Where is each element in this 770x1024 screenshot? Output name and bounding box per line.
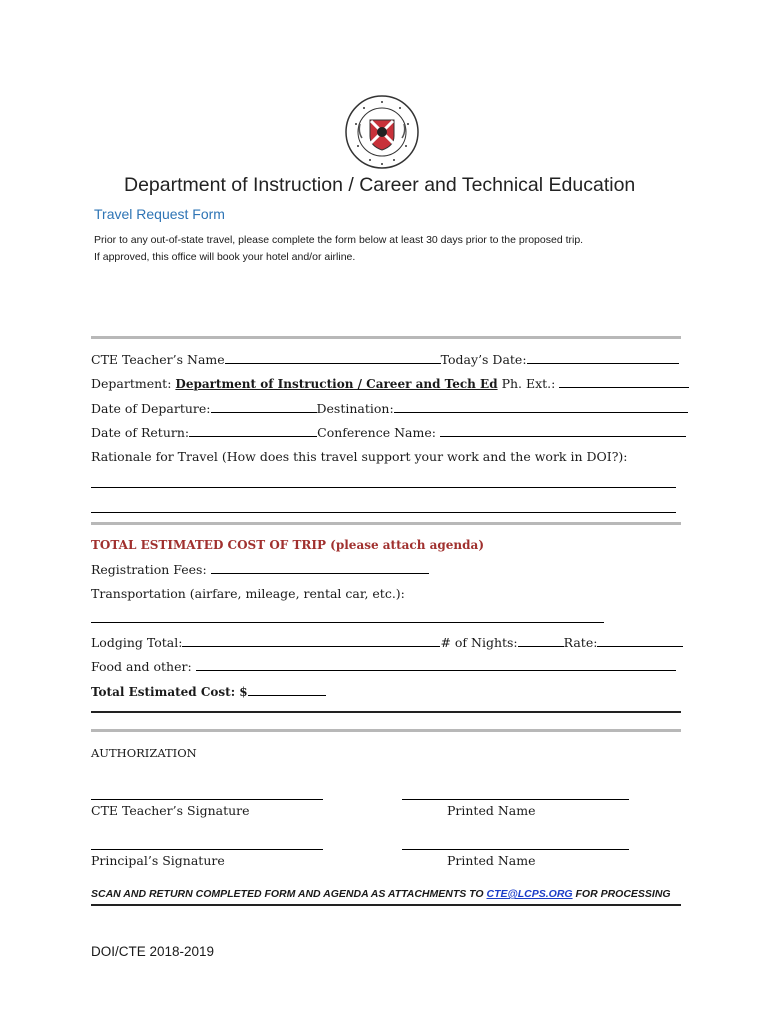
- printed-name-line-1[interactable]: [402, 799, 629, 800]
- teacher-signature-line[interactable]: [91, 799, 323, 800]
- divider: [91, 904, 681, 906]
- authorization-heading: AUTHORIZATION: [91, 746, 197, 760]
- rate-label: Rate:: [563, 635, 598, 650]
- rationale-line-2[interactable]: [91, 512, 676, 513]
- total-field[interactable]: [248, 683, 326, 696]
- email-link[interactable]: CTE@LCPS.ORG: [486, 888, 573, 900]
- total-row: [91, 683, 326, 699]
- page-title: Department of Instruction / Career and Technical Education: [124, 174, 636, 196]
- principal-signature-line[interactable]: [91, 849, 323, 850]
- conference-label: Conference Name:: [317, 425, 436, 440]
- departure-label: Date of Departure:: [91, 401, 211, 416]
- printed-name-label-1: Printed Name: [447, 803, 536, 818]
- school-seal-logo: [344, 94, 420, 170]
- food-label: Food and other:: [91, 659, 192, 674]
- departure-field[interactable]: [211, 400, 317, 413]
- registration-label: Registration Fees:: [91, 562, 207, 577]
- todays-date-label: Today’s Date:: [440, 352, 527, 367]
- submission-instruction: [91, 888, 671, 900]
- document-id: DOI/CTE 2018-2019: [91, 944, 215, 959]
- conference-field[interactable]: [440, 424, 686, 437]
- rate-field[interactable]: [597, 634, 683, 647]
- todays-date-field[interactable]: [527, 351, 679, 364]
- instruction-text: SCAN AND RETURN COMPLETED FORM AND AGENDA AS ATTACHMENTS TO: [91, 888, 487, 900]
- teacher-signature-label: CTE Teacher’s Signature: [91, 803, 250, 818]
- instruction-text-end: FOR PROCESSING: [572, 888, 671, 900]
- food-row: [91, 658, 676, 674]
- divider: [91, 711, 681, 713]
- phone-ext-field[interactable]: [559, 375, 689, 388]
- teacher-name-field[interactable]: [225, 351, 441, 364]
- teacher-name-label: CTE Teacher’s Name: [91, 352, 225, 367]
- department-label: Department:: [91, 376, 172, 391]
- department-row: [91, 375, 689, 391]
- cost-heading: TOTAL ESTIMATED COST OF TRIP (please attach agenda): [91, 538, 484, 552]
- lodging-row: [91, 634, 683, 650]
- transportation-line[interactable]: [91, 622, 604, 623]
- food-field[interactable]: [196, 658, 676, 671]
- department-value[interactable]: Department of Instruction / Career and Tech Ed: [175, 377, 498, 391]
- total-label: Total Estimated Cost: $: [91, 685, 248, 699]
- departure-row: [91, 400, 688, 416]
- transportation-label: Transportation (airfare, mileage, rental car, etc.):: [91, 586, 405, 601]
- registration-field[interactable]: [211, 561, 429, 574]
- registration-row: [91, 561, 429, 577]
- phone-ext-label: Ph. Ext.:: [501, 376, 556, 391]
- principal-signature-label: Principal’s Signature: [91, 853, 225, 868]
- intro-line-1: Prior to any out-of-state travel, please complete the form below at least 30 days prior to the proposed trip.: [94, 234, 584, 246]
- return-row: [91, 424, 686, 440]
- divider: [91, 522, 681, 525]
- return-field[interactable]: [189, 424, 317, 437]
- intro-line-2: If approved, this office will book your hotel and/or airline.: [94, 251, 356, 263]
- divider: [91, 336, 681, 339]
- nights-field[interactable]: [518, 634, 564, 647]
- destination-field[interactable]: [394, 400, 688, 413]
- teacher-name-row: [91, 351, 679, 367]
- destination-label: Destination:: [316, 401, 394, 416]
- form-subtitle: Travel Request Form: [94, 206, 225, 222]
- return-label: Date of Return:: [91, 425, 190, 440]
- lodging-field[interactable]: [182, 634, 440, 647]
- printed-name-label-2: Printed Name: [447, 853, 536, 868]
- printed-name-line-2[interactable]: [402, 849, 629, 850]
- rationale-line-1[interactable]: [91, 487, 676, 488]
- lodging-label: Lodging Total:: [91, 635, 183, 650]
- rationale-label: Rationale for Travel (How does this travel support your work and the work in DOI?):: [91, 449, 628, 464]
- nights-label: # of Nights:: [440, 635, 518, 650]
- divider: [91, 729, 681, 732]
